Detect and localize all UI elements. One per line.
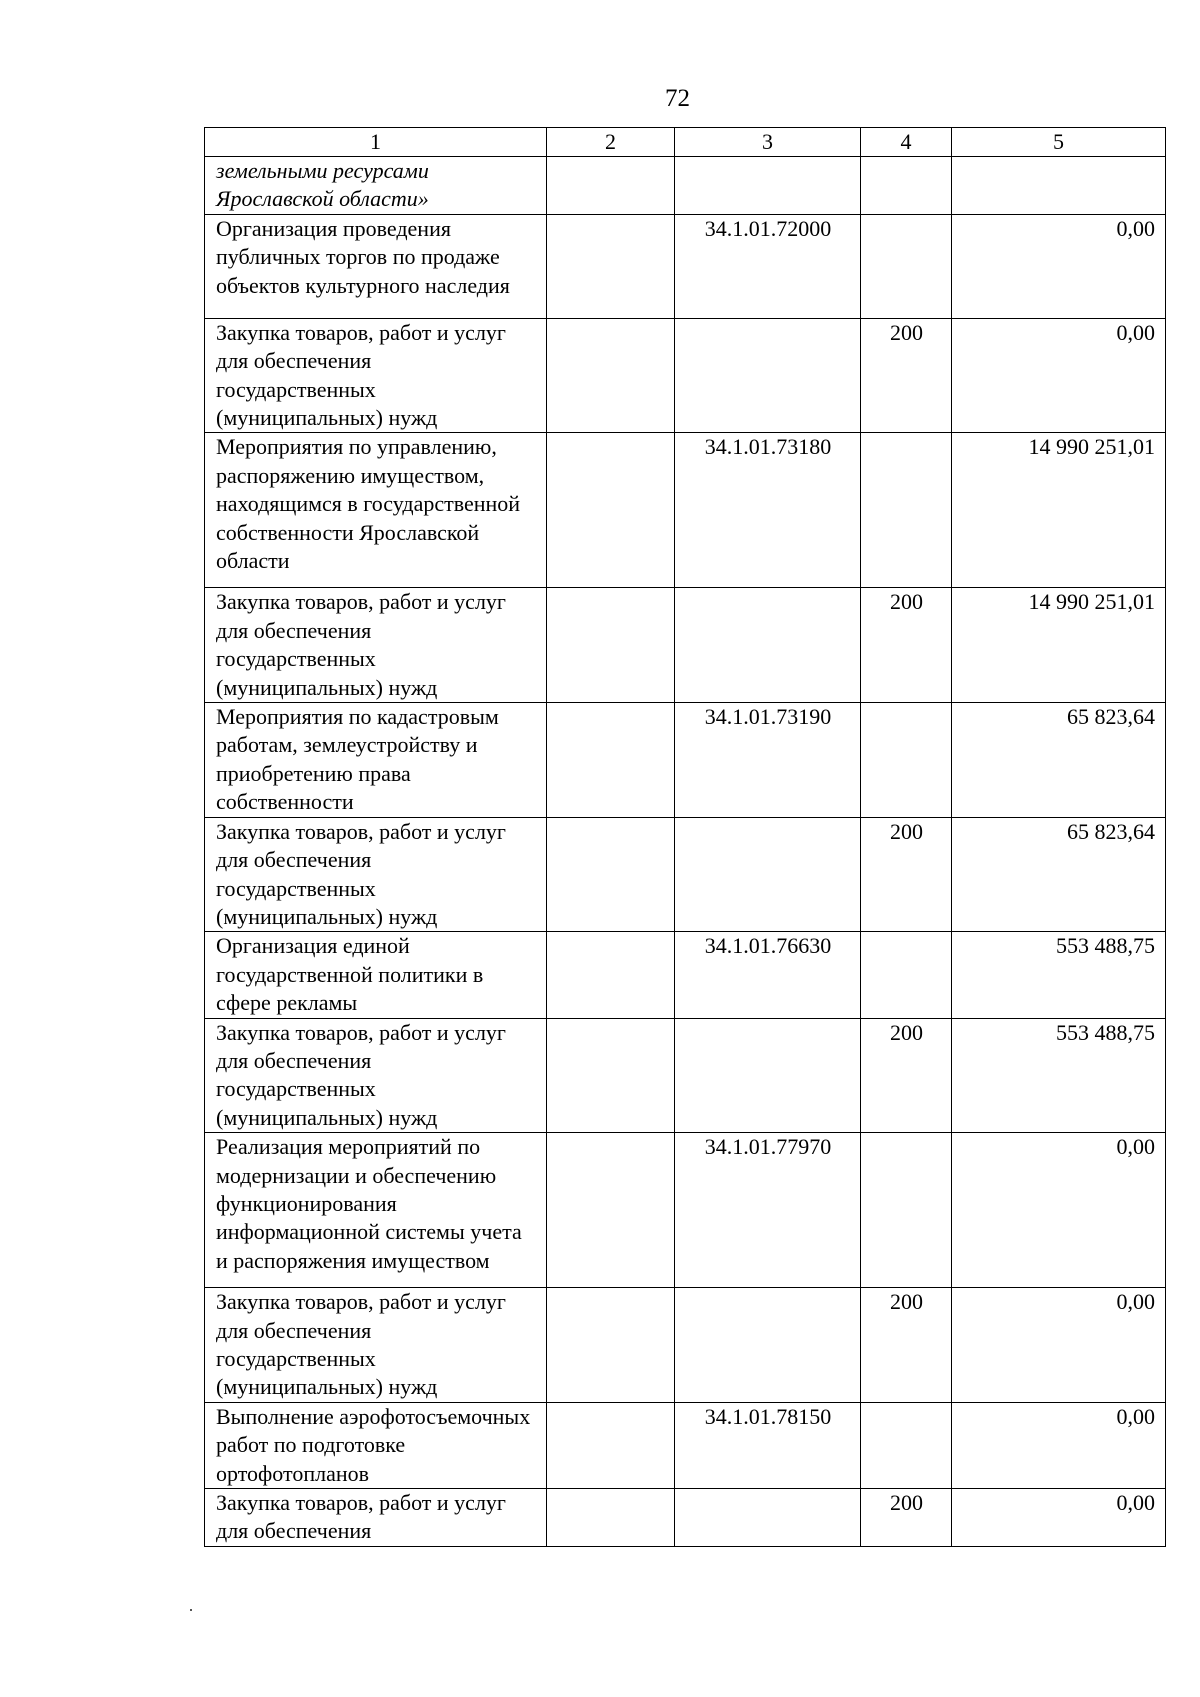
table-row	[205, 1489, 1166, 1547]
table-row	[205, 214, 1166, 318]
target-article-cell: 34.1.01.73190	[675, 703, 861, 818]
target-article-cell: 34.1.01.76630	[675, 932, 861, 1018]
column-header-5: 5	[952, 128, 1166, 157]
description-cell: Реализация мероприятий по модернизации и обеспечению функционирования информационной системы учета и распоряжения имуществом	[205, 1133, 547, 1288]
target-article-cell: 34.1.01.72000	[675, 214, 861, 318]
column-2-cell	[547, 703, 675, 818]
table-row	[205, 318, 1166, 433]
expense-type-cell	[861, 1133, 952, 1288]
description-cell: Мероприятия по кадастровым работам, землеустройству и приобретению права собственности	[205, 703, 547, 818]
amount-cell: 65 823,64	[952, 817, 1166, 932]
table-row	[205, 932, 1166, 1018]
table-row	[205, 1133, 1166, 1288]
amount-cell: 0,00	[952, 1288, 1166, 1403]
column-2-cell	[547, 214, 675, 318]
amount-cell: 14 990 251,01	[952, 588, 1166, 703]
table-header-row	[205, 128, 1166, 157]
expense-type-cell: 200	[861, 588, 952, 703]
target-article-cell	[675, 817, 861, 932]
amount-cell: 0,00	[952, 1402, 1166, 1488]
table-row	[205, 1402, 1166, 1488]
expense-type-cell: 200	[861, 318, 952, 433]
column-2-cell	[547, 1402, 675, 1488]
budget-table	[204, 127, 1166, 1547]
column-2-cell	[547, 318, 675, 433]
description-cell: Мероприятия по управлению, распоряжению имуществом, находящимся в государственной собственности Ярославской области	[205, 433, 547, 588]
column-2-cell	[547, 1288, 675, 1403]
target-article-cell	[675, 318, 861, 433]
target-article-cell	[675, 588, 861, 703]
table-row	[205, 703, 1166, 818]
column-2-cell	[547, 157, 675, 215]
target-article-cell: 34.1.01.73180	[675, 433, 861, 588]
expense-type-cell: 200	[861, 1018, 952, 1133]
description-cell: земельными ресурсами Ярославской области»	[205, 157, 547, 215]
amount-cell: 0,00	[952, 1133, 1166, 1288]
amount-cell	[952, 157, 1166, 215]
table-row	[205, 157, 1166, 215]
expense-type-cell: 200	[861, 1288, 952, 1403]
expense-type-cell	[861, 703, 952, 818]
column-2-cell	[547, 433, 675, 588]
expense-type-cell: 200	[861, 817, 952, 932]
target-article-cell: 34.1.01.78150	[675, 1402, 861, 1488]
target-article-cell	[675, 1018, 861, 1133]
column-2-cell	[547, 1489, 675, 1547]
target-article-cell: 34.1.01.77970	[675, 1133, 861, 1288]
description-cell: Закупка товаров, работ и услуг для обеспечения	[205, 1489, 547, 1547]
target-article-cell	[675, 157, 861, 215]
amount-cell: 0,00	[952, 1489, 1166, 1547]
scan-mark	[190, 1609, 192, 1611]
table-row	[205, 433, 1166, 588]
description-cell: Закупка товаров, работ и услуг для обеспечения государственных (муниципальных) нужд	[205, 1288, 547, 1403]
page-number: 72	[665, 85, 690, 112]
amount-cell: 553 488,75	[952, 1018, 1166, 1133]
expense-type-cell	[861, 214, 952, 318]
expense-type-cell: 200	[861, 1489, 952, 1547]
description-cell: Организация единой государственной политики в сфере рекламы	[205, 932, 547, 1018]
description-cell: Выполнение аэрофотосъемочных работ по подготовке ортофотопланов	[205, 1402, 547, 1488]
column-header-1: 1	[205, 128, 547, 157]
description-cell: Организация проведения публичных торгов по продаже объектов культурного наследия	[205, 214, 547, 318]
table-row	[205, 588, 1166, 703]
description-cell: Закупка товаров, работ и услуг для обеспечения государственных (муниципальных) нужд	[205, 318, 547, 433]
column-header-2: 2	[547, 128, 675, 157]
column-2-cell	[547, 1018, 675, 1133]
expense-type-cell	[861, 433, 952, 588]
column-header-3: 3	[675, 128, 861, 157]
description-cell: Закупка товаров, работ и услуг для обеспечения государственных (муниципальных) нужд	[205, 817, 547, 932]
expense-type-cell	[861, 1402, 952, 1488]
column-2-cell	[547, 588, 675, 703]
expense-type-cell	[861, 157, 952, 215]
amount-cell: 553 488,75	[952, 932, 1166, 1018]
amount-cell: 14 990 251,01	[952, 433, 1166, 588]
amount-cell: 0,00	[952, 318, 1166, 433]
column-2-cell	[547, 817, 675, 932]
target-article-cell	[675, 1489, 861, 1547]
description-cell: Закупка товаров, работ и услуг для обеспечения государственных (муниципальных) нужд	[205, 588, 547, 703]
amount-cell: 65 823,64	[952, 703, 1166, 818]
amount-cell: 0,00	[952, 214, 1166, 318]
table-row	[205, 817, 1166, 932]
expense-type-cell	[861, 932, 952, 1018]
column-2-cell	[547, 932, 675, 1018]
table-row	[205, 1288, 1166, 1403]
description-cell: Закупка товаров, работ и услуг для обеспечения государственных (муниципальных) нужд	[205, 1018, 547, 1133]
column-2-cell	[547, 1133, 675, 1288]
table-row	[205, 1018, 1166, 1133]
target-article-cell	[675, 1288, 861, 1403]
column-header-4: 4	[861, 128, 952, 157]
